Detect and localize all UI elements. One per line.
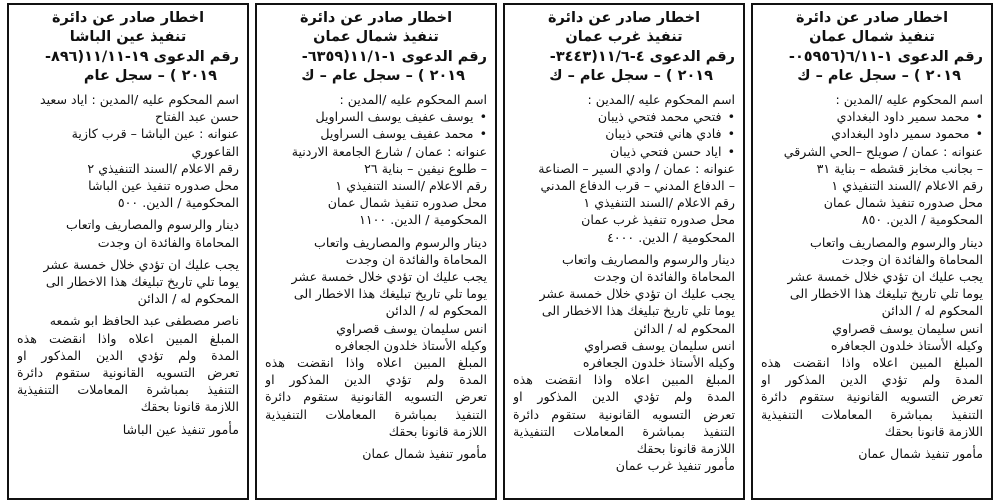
debt-amount: المحكومية / الدين. ١١٠٠ xyxy=(359,212,487,228)
payment-order-line1: يجب عليك ان تؤدي خلال خمسة عشر xyxy=(43,256,239,272)
payment-order-line3: المحكوم له / الدائن xyxy=(633,320,735,336)
legal-line5: اللازمة قانونا بحقك xyxy=(636,441,735,457)
issued-place: محل صدوره تنفيذ شمال عمان xyxy=(823,195,983,211)
creditor-name: ناصر مصطفى عبد الحافظ ابو شمعه xyxy=(49,313,239,329)
signature: مأمور تنفيذ شمال عمان xyxy=(362,446,487,462)
creditor-agent: وكيله الأستاذ خلدون الجعافره xyxy=(334,337,487,353)
debtor-name: • محمود سمير داود البغدادي xyxy=(761,125,983,142)
case-register: ٢٠١٩ ) – سجل عام – ك xyxy=(549,68,713,84)
address-line1: عنوانه : عمان / شارع الجامعة الاردنية xyxy=(291,143,487,159)
notice-title-line2: تنفيذ غرب عمان xyxy=(565,29,683,45)
legal-line1: المبلغ المبين اعلاه واذا انقضت هذه xyxy=(265,355,487,371)
legal-line4: التنفيذ بمباشرة المعاملات التنفيذية xyxy=(513,423,735,439)
creditor-name: انس سليمان يوسف قصراوي xyxy=(832,320,983,336)
notice-title-line1: اخطار صادر عن دائرة xyxy=(51,10,205,26)
legal-line2: المدة ولم تؤدي الدين المذكور او xyxy=(17,347,239,363)
creditor-name: انس سليمان يوسف قصراوي xyxy=(584,337,735,353)
signature: مأمور تنفيذ غرب عمان xyxy=(615,458,735,474)
legal-line2: المدة ولم تؤدي الدين المذكور او xyxy=(761,372,983,388)
legal-line4: التنفيذ بمباشرة المعاملات التنفيذية xyxy=(17,382,239,398)
newspaper-notices-page xyxy=(4,3,996,500)
debtor-label: اسم المحكوم عليه /المدين : xyxy=(835,92,983,107)
notice-title-line2: تنفيذ عين الباشا xyxy=(69,29,187,45)
payment-order-line3: المحكوم له / الدائن xyxy=(385,303,487,319)
amount-interest: المحاماة والفائدة ان وجدت xyxy=(97,234,239,250)
payment-order-line2: يوما تلي تاريخ تبليغك هذا الاخطار الى xyxy=(789,286,983,302)
address-line1: عنوانه : عمان / صويلح –الحي الشرقي xyxy=(783,143,983,159)
payment-order-line2: يوما تلي تاريخ تبليغك هذا الاخطار الى xyxy=(293,286,487,302)
legal-line1: المبلغ المبين اعلاه واذا انقضت هذه xyxy=(761,355,983,371)
case-register: ٢٠١٩ ) – سجل عام – ك xyxy=(797,68,961,84)
creditor-agent: وكيله الأستاذ خلدون الجعافره xyxy=(830,337,983,353)
legal-line4: التنفيذ بمباشرة المعاملات التنفيذية xyxy=(761,406,983,422)
legal-line5: اللازمة قانونا بحقك xyxy=(388,423,487,439)
payment-order-line1: يجب عليك ان تؤدي خلال خمسة عشر xyxy=(787,269,983,285)
legal-line3: تعرض التسويه القانونية ستقوم دائرة xyxy=(513,406,735,422)
legal-line4: التنفيذ بمباشرة المعاملات التنفيذية xyxy=(265,406,487,422)
legal-line2: المدة ولم تؤدي الدين المذكور او xyxy=(265,372,487,388)
address-line2: – بجانب مخابز قشطه – بناية ٣١ xyxy=(816,160,983,176)
debtor-name: • اياد حسن فتحي ذيبان xyxy=(513,143,735,160)
debtor-name: • محمد عفيف يوسف السراويل xyxy=(265,125,487,142)
notice-title-line2: تنفيذ شمال عمان xyxy=(809,29,935,45)
payment-order-line3: المحكوم له / الدائن xyxy=(137,291,239,307)
amount-interest: المحاماة والفائدة ان وجدت xyxy=(593,269,735,285)
amount-fees: دينار والرسوم والمصاريف واتعاب xyxy=(314,234,487,250)
debt-amount: المحكومية / الدين. ٨٥٠ xyxy=(861,212,983,228)
notice-north-amman-2 xyxy=(255,3,497,500)
notice-title-line1: اخطار صادر عن دائرة xyxy=(299,10,453,26)
address-line1: عنوانه : عين الباشا – قرب كازية xyxy=(71,126,239,142)
legal-line5: اللازمة قانونا بحقك xyxy=(884,423,983,439)
legal-line3: تعرض التسويه القانونية ستقوم دائرة xyxy=(17,365,239,381)
notice-north-amman-1 xyxy=(751,3,993,500)
payment-order-line1: يجب عليك ان تؤدي خلال خمسة عشر xyxy=(539,286,735,302)
issued-place: محل صدوره تنفيذ عين الباشا xyxy=(88,178,239,194)
enforcement-document: رقم الاعلام /السند التنفيذي ١ xyxy=(583,195,735,211)
legal-line3: تعرض التسويه القانونية ستقوم دائرة xyxy=(761,389,983,405)
case-register: ٢٠١٩ ) – سجل عام xyxy=(83,68,217,84)
notice-ain-albasha xyxy=(7,3,249,500)
debt-amount: المحكومية / الدين. ٥٠٠ xyxy=(117,195,239,211)
payment-order-line1: يجب عليك ان تؤدي خلال خمسة عشر xyxy=(291,269,487,285)
case-register: ٢٠١٩ ) – سجل عام – ك xyxy=(301,68,465,84)
enforcement-document: رقم الاعلام /السند التنفيذي ١ xyxy=(335,178,487,194)
signature: مأمور تنفيذ شمال عمان xyxy=(858,446,983,462)
enforcement-document: رقم الاعلام /السند التنفيذي ١ xyxy=(831,178,983,194)
amount-interest: المحاماة والفائدة ان وجدت xyxy=(345,251,487,267)
amount-fees: دينار والرسوم والمصاريف واتعاب xyxy=(562,251,735,267)
legal-line1: المبلغ المبين اعلاه واذا انقضت هذه xyxy=(17,330,239,346)
debtor-name: • يوسف عفيف يوسف السراويل xyxy=(265,108,487,125)
debtor-name-continued: حسن عبد الفتاح xyxy=(154,109,239,125)
payment-order-line3: المحكوم له / الدائن xyxy=(881,303,983,319)
amount-fees: دينار والرسوم والمصاريف واتعاب xyxy=(810,234,983,250)
amount-fees: دينار والرسوم والمصاريف واتعاب xyxy=(66,217,239,233)
case-number: رقم الدعوى ١-١١/١(٦٣٥٩- xyxy=(301,49,487,65)
debtor-label: اسم المحكوم عليه /المدين : اياد سعيد xyxy=(40,92,239,107)
address-line1: عنوانه : عمان / وادي السير – الصناعة xyxy=(538,160,735,176)
notice-title-line2: تنفيذ شمال عمان xyxy=(313,29,439,45)
legal-line2: المدة ولم تؤدي الدين المذكور او xyxy=(513,389,735,405)
signature: مأمور تنفيذ عين الباشا xyxy=(122,421,239,437)
debtor-name: • فادي هاني فتحي ذيبان xyxy=(513,125,735,142)
payment-order-line2: يوما تلي تاريخ تبليغك هذا الاخطار الى xyxy=(541,303,735,319)
amount-interest: المحاماة والفائدة ان وجدت xyxy=(841,251,983,267)
debtor-label: اسم المحكوم عليه /المدين : xyxy=(339,92,487,107)
payment-order-line2: يوما تلي تاريخ تبليغك هذا الاخطار الى xyxy=(45,274,239,290)
address-line2: – الدفاع المدني – قرب الدفاع المدني xyxy=(540,178,735,194)
legal-line5: اللازمة قانونا بحقك xyxy=(140,399,239,415)
debtor-name: • فتحي محمد فتحي ذيبان xyxy=(513,108,735,125)
debtor-label: اسم المحكوم عليه /المدين : xyxy=(587,92,735,107)
case-number: رقم الدعوى ٤-١١/٦(٣٤٤٣- xyxy=(549,49,735,65)
case-number: رقم الدعوى ١-٦/١١(٠٥٩٥٦- xyxy=(788,49,983,65)
notice-title-line1: اخطار صادر عن دائرة xyxy=(795,10,949,26)
enforcement-document: رقم الاعلام /السند التنفيذي ٢ xyxy=(87,160,239,176)
notice-west-amman xyxy=(503,3,745,500)
address-line2: القاعوري xyxy=(191,143,239,159)
creditor-agent: وكيله الأستاذ خلدون الجعافره xyxy=(582,355,735,371)
debtor-name: • محمد سمير داود البغدادي xyxy=(761,108,983,125)
debt-amount: المحكومية / الدين. ٤٠٠٠ xyxy=(607,229,735,245)
legal-line3: تعرض التسويه القانونية ستقوم دائرة xyxy=(265,389,487,405)
issued-place: محل صدوره تنفيذ شمال عمان xyxy=(327,195,487,211)
notice-title-line1: اخطار صادر عن دائرة xyxy=(547,10,701,26)
creditor-name: انس سليمان يوسف قصراوي xyxy=(336,320,487,336)
address-line2: – طلوع نيفين – بناية ٢٦ xyxy=(364,160,487,176)
legal-line1: المبلغ المبين اعلاه واذا انقضت هذه xyxy=(513,372,735,388)
issued-place: محل صدوره تنفيذ غرب عمان xyxy=(581,212,735,228)
case-number: رقم الدعوى ١٩-١١/١١(٨٩٦- xyxy=(44,49,239,65)
